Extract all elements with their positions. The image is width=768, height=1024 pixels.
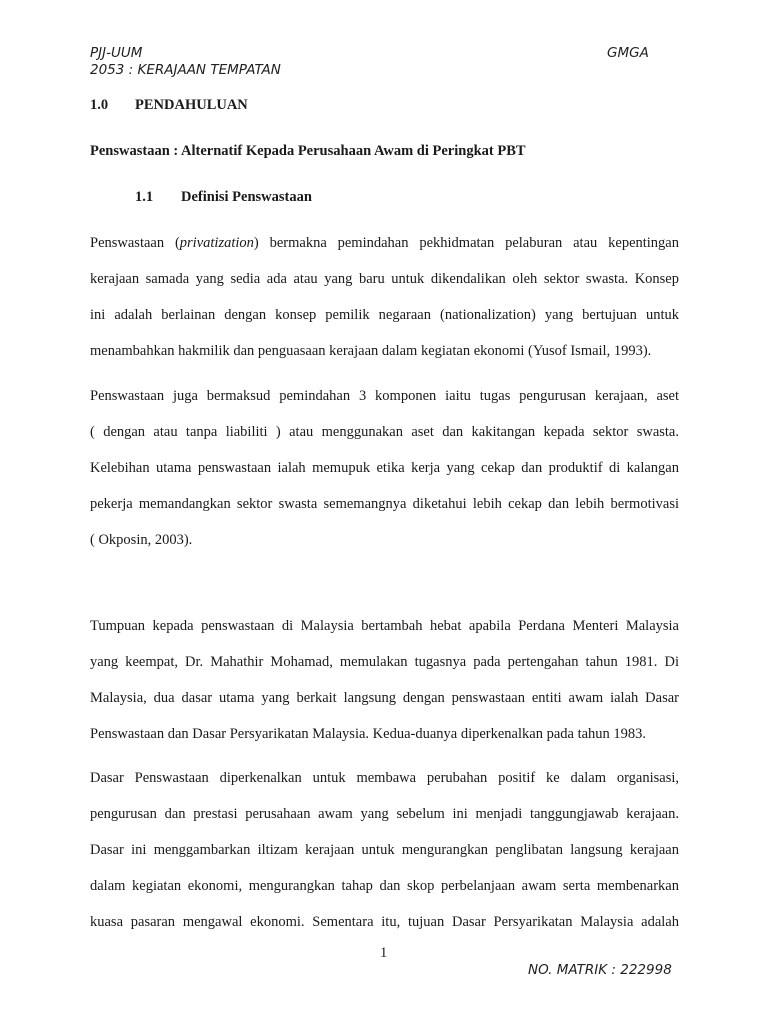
paragraph-line: yang keempat, Dr. Mahathir Mohamad, memulakan tugasnya pada pertengahan tahun 1981. Di: [90, 654, 679, 670]
paragraph-line: pekerja memandangkan sektor swasta sememangnya diketahui lebih cekap dan lebih bermotivasi: [90, 496, 679, 512]
paragraph-line: Dasar ini menggambarkan iltizam kerajaan untuk mengurangkan penglibatan langsung kerajaan: [90, 842, 679, 858]
paragraph-line: pengurusan dan prestasi perusahaan awam yang sebelum ini menjadi tanggungjawab kerajaan.: [90, 806, 679, 822]
footer-matric-number: NO. MATRIK : 222998: [528, 962, 672, 978]
paragraph-line: Penswastaan juga bermaksud pemindahan 3 komponen iaitu tugas pengurusan kerajaan, aset: [90, 388, 679, 404]
paragraph-line: kuasa pasaran mengawal ekonomi. Sementara itu, tujuan Dasar Persyarikatan Malaysia adalah: [90, 914, 679, 930]
section-title: PENDAHULUAN: [135, 97, 248, 113]
header-author: GMGA: [607, 45, 649, 61]
document-subtitle: Penswastaan : Alternatif Kepada Perusahaan Awam di Peringkat PBT: [90, 143, 526, 159]
header-subject: 2053 : KERAJAAN TEMPATAN: [90, 62, 281, 78]
paragraph-line: kerajaan samada yang sedia ada atau yang baru untuk dikendalikan oleh sektor swasta. Konsep: [90, 271, 679, 287]
paragraph-line: menambahkan hakmilik dan penguasaan kerajaan dalam kegiatan ekonomi (Yusof Ismail, 1993).: [90, 343, 652, 359]
italic-term: privatization: [179, 235, 254, 251]
paragraph-line: ( Okposin, 2003).: [90, 532, 193, 548]
paragraph-line: Dasar Penswastaan diperkenalkan untuk membawa perubahan positif ke dalam organisasi,: [90, 770, 679, 786]
paragraph-line: Malaysia, dua dasar utama yang berkait langsung dengan penswastaan entiti awam ialah Dasar: [90, 690, 679, 706]
paragraph-line: Tumpuan kepada penswastaan di Malaysia bertambah hebat apabila Perdana Menteri Malaysia: [90, 618, 679, 634]
header-course: PJJ-UUM: [90, 45, 143, 61]
subsection-number: 1.1: [135, 189, 154, 205]
subsection-heading: [135, 189, 312, 206]
page-number: 1: [380, 945, 388, 961]
subsection-title: Definisi Penswastaan: [181, 189, 312, 205]
paragraph-line: ( dengan atau tanpa liabiliti ) atau menggunakan aset dan kakitangan kepada sektor swasta.: [90, 424, 679, 440]
section-heading: [90, 97, 248, 114]
paragraph-line: ini adalah berlainan dengan konsep pemilik negaraan (nationalization) yang bertujuan untuk: [90, 307, 679, 323]
section-number: 1.0: [90, 97, 109, 113]
paragraph-line: Penswastaan dan Dasar Persyarikatan Malaysia. Kedua-duanya diperkenalkan pada tahun 1983.: [90, 726, 647, 742]
paragraph-line: Penswastaan (privatization) bermakna pemindahan pekhidmatan pelaburan atau kepentingan: [90, 235, 679, 251]
paragraph-line: dalam kegiatan ekonomi, mengurangkan tahap dan skop perbelanjaan awam serta membenarkan: [90, 878, 679, 894]
paragraph-line: Kelebihan utama penswastaan ialah memupuk etika kerja yang cekap dan produktif di kalangan: [90, 460, 679, 476]
